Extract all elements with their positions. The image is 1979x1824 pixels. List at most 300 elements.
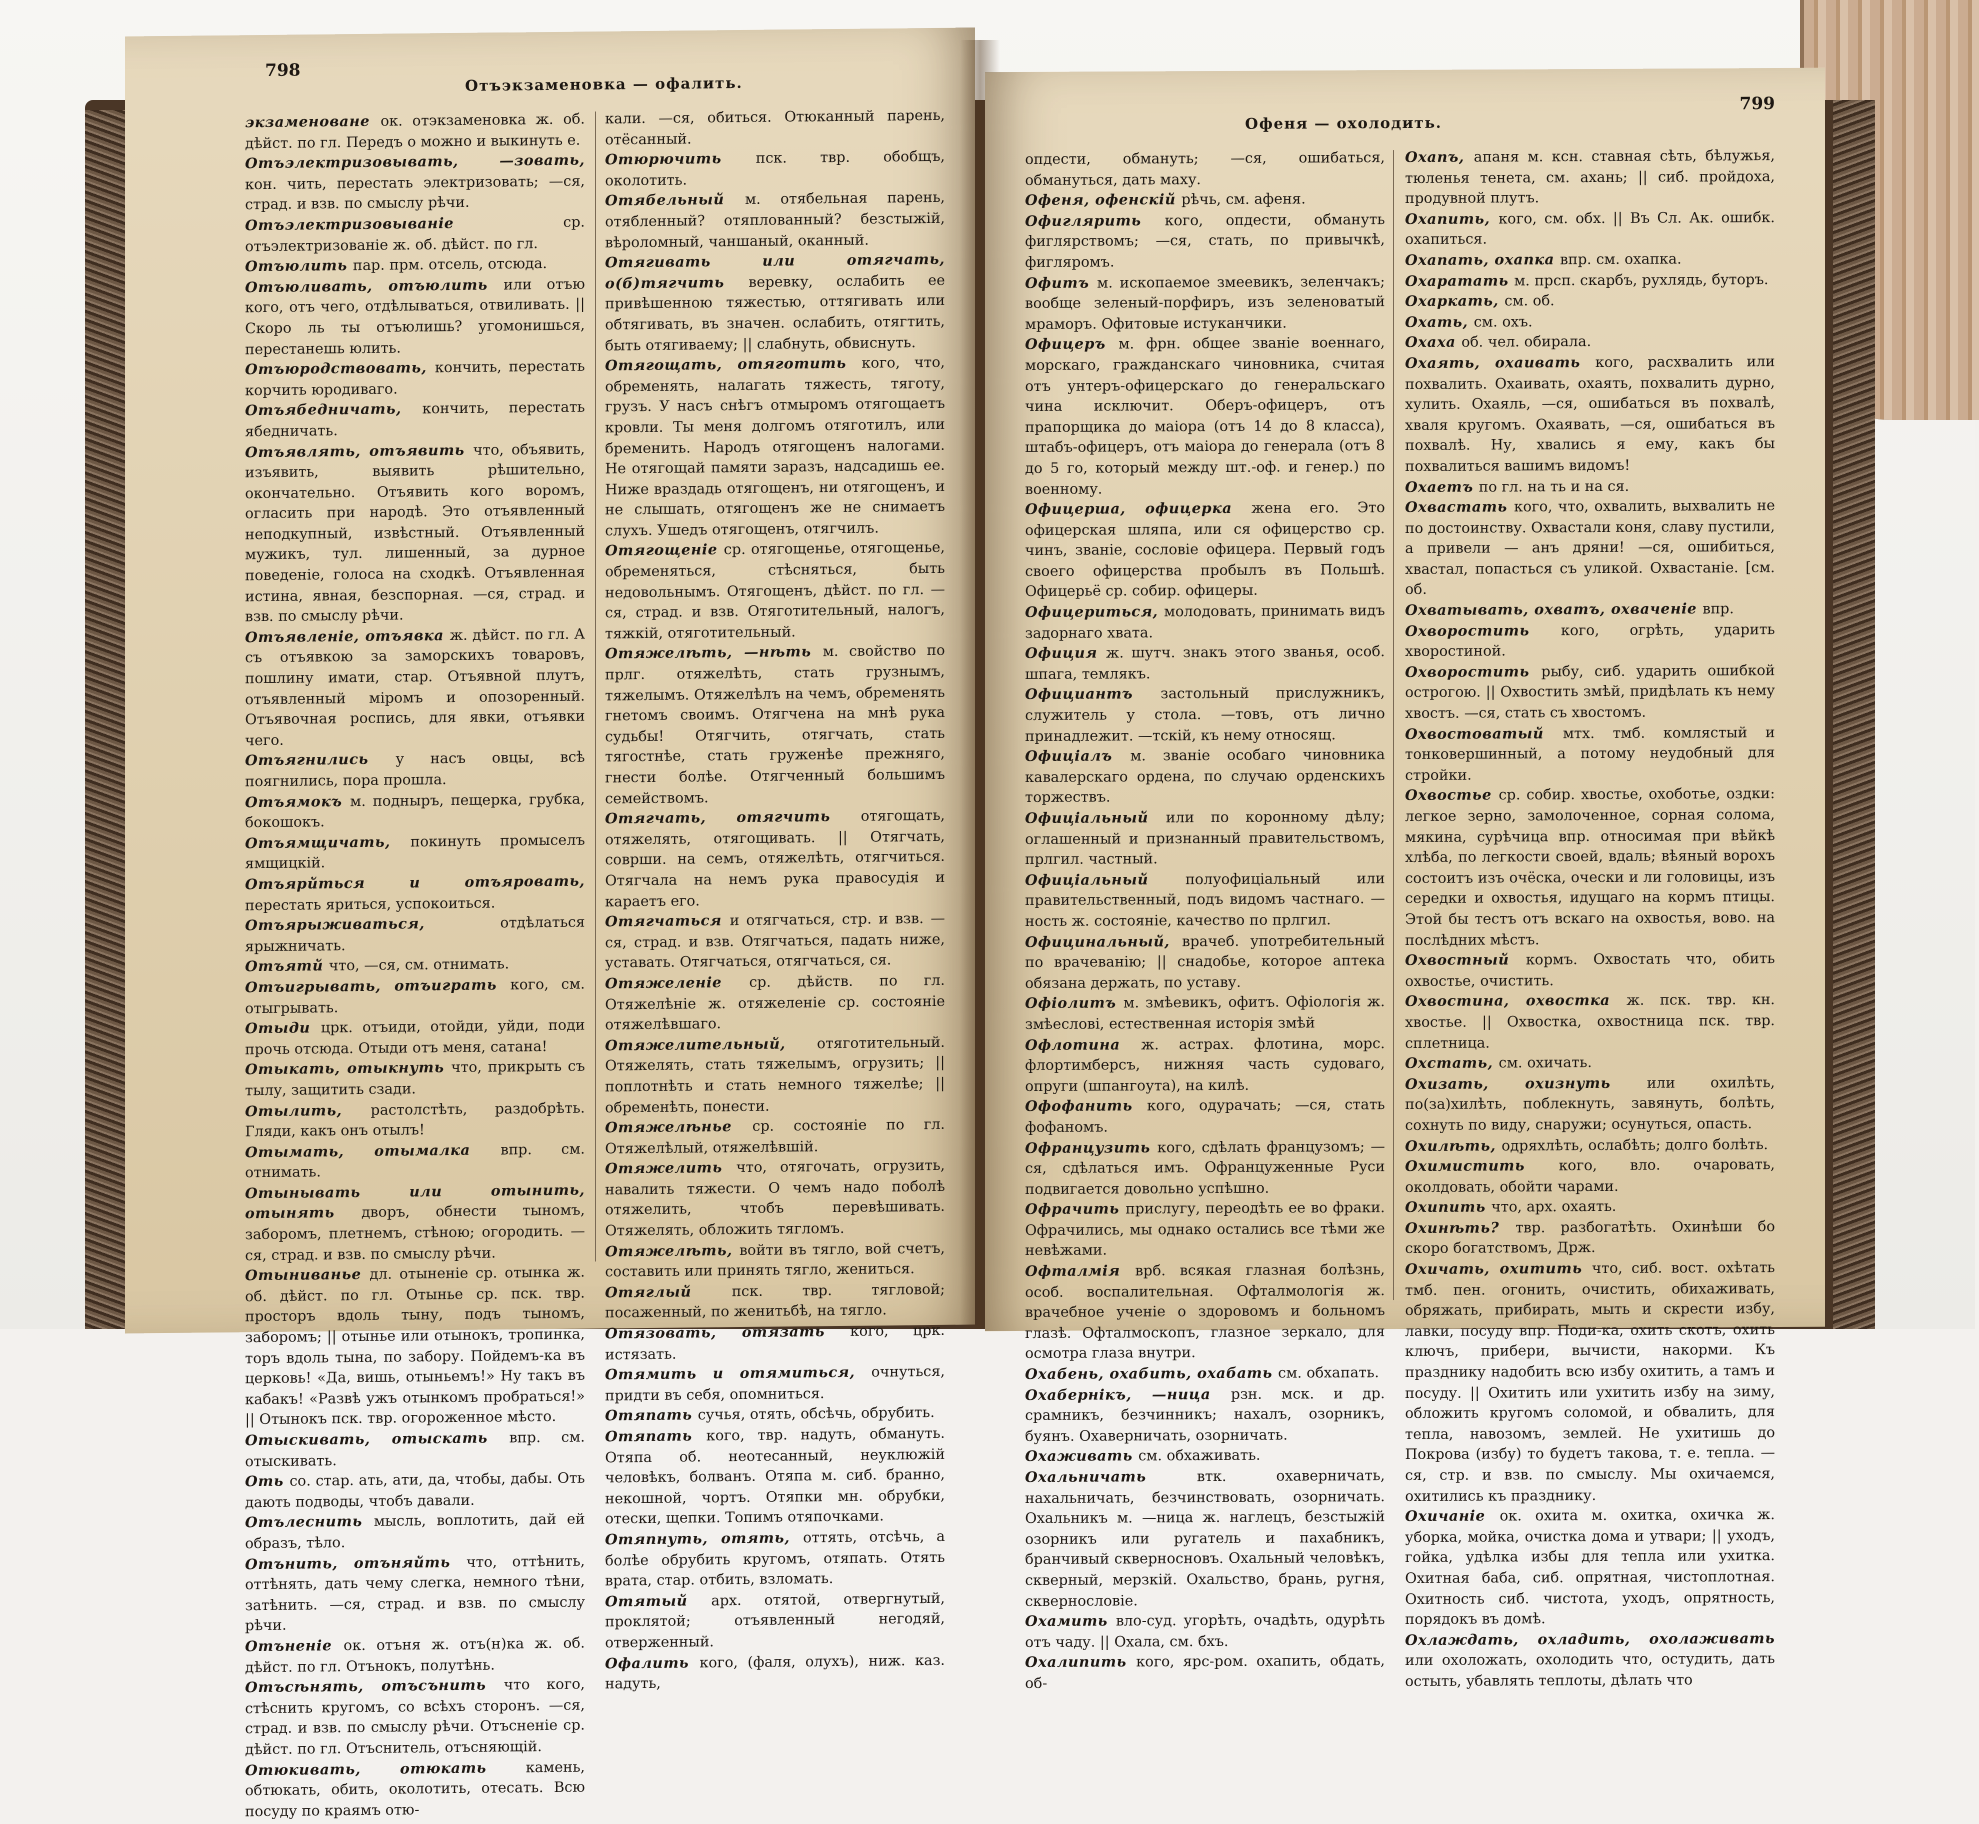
dictionary-entry <box>245 1057 585 1102</box>
entry-definition: или охоложать, охолодить что, остудить, дать остыть, убавлять теплоты, дѣлать что <box>1405 1651 1775 1690</box>
entry-headword: Отяпать <box>605 1427 707 1446</box>
entry-headword: Отъигрывать, отъиграть <box>245 976 511 997</box>
dictionary-entry <box>1025 601 1385 644</box>
dictionary-entry <box>245 913 585 958</box>
entry-headword: Отяпнуть, отять, <box>605 1529 803 1549</box>
dictionary-entry <box>605 1239 945 1284</box>
dictionary-entry <box>605 106 945 151</box>
entry-headword: Отъявленіе, отъявка <box>245 626 450 647</box>
entry-definition: отягощать, отяжелять, отягощивать. || Отягчать, соврши. на семъ, отяжелѣть, отягчиться. Отягчала на немъ рука правосудія и караетъ его. <box>605 808 945 910</box>
entry-headword: Охвастать <box>1405 498 1514 517</box>
entry-headword: Офицеръ <box>1025 335 1119 354</box>
dictionary-entry <box>1025 992 1385 1035</box>
entry-definition: ж. астрах. флотина, морс. флортимберсъ, нижняя часть судоваго, опруги (шпангоута), на килѣ. <box>1025 1035 1385 1095</box>
entry-definition: пар. прм. отсель, отсюда. <box>352 256 548 275</box>
dictionary-entry <box>1405 311 1775 334</box>
entry-definition: пск. твр. тягловой; посаженный, по женитьбѣ, на тягло. <box>605 1281 945 1322</box>
entry-definition: опдести, обмануть; —ся, ошибаться, обмануться, дать маху. <box>1025 150 1385 189</box>
entry-headword: Отъярыживаться, <box>245 914 501 935</box>
entry-headword: Отъямокъ <box>245 792 351 811</box>
dictionary-entry <box>1025 1260 1385 1365</box>
entry-headword: Охимистить <box>1405 1157 1559 1176</box>
entry-definition: кончить, перестать ябедничать. <box>245 399 585 441</box>
dictionary-entry <box>1405 270 1775 293</box>
dictionary-entry <box>245 975 585 1020</box>
dictionary-entry <box>1405 620 1775 663</box>
entry-headword: Отынывать или отынить, отынять <box>245 1181 585 1223</box>
dictionary-entry <box>1405 208 1775 251</box>
dictionary-entry <box>605 250 945 357</box>
dictionary-entry <box>1025 333 1385 500</box>
entry-definition: растолстѣть, раздобрѣть. Гляди, какъ онъ отылъ! <box>245 1100 585 1141</box>
entry-headword: Охворостить <box>1405 621 1561 640</box>
dictionary-entry <box>605 1280 945 1325</box>
entry-definition: кого, твр. надуть, обмануть. Отяпа об. неотесанный, неуклюжій человѣкъ, болванъ. Отяпа м. сиб. бранно, некошной, чортъ. Отяпки мн. обрубки, отески, щепки. Топимъ отяпочками. <box>605 1425 945 1528</box>
entry-definition: впр. см. отнимать. <box>245 1141 585 1182</box>
entry-definition: оттять, отсѣчь, а болѣе обрубить кругомъ, отяпать. Отять врата, стар. отбить, взломать. <box>605 1528 945 1590</box>
entry-definition: перестать яриться, успокоиться. <box>245 895 496 914</box>
entry-definition: рзн. мск. и др. срамникъ, безчинникъ; нахалъ, озорникъ, буянъ. Охаверничать, озорничать. <box>1025 1385 1385 1445</box>
dictionary-entry <box>1405 784 1775 951</box>
entry-definition: твр. разбогатѣть. Охинѣши бо скоро богатствомъ, Држ. <box>1405 1218 1775 1258</box>
entry-definition: апаня м. ксн. ставная сѣть, бѣлужья, тюленья тенета, см. ахань; || сиб. пройдоха, продувной плутъ. <box>1405 148 1775 208</box>
entry-headword: Охворостить <box>1405 663 1542 681</box>
entry-headword: Охлаждать, охладить, охолаживать <box>1405 1629 1775 1649</box>
entry-definition: ж. дѣйст. по гл. А съ отъявкою за заморскихъ товаровъ, пошлину имати, стар. Отъявной плутъ, отъявленный міромъ и опозоренный. Отъявочная роспись, для явки, отъявки чего. <box>245 626 585 750</box>
entry-headword: Офитъ <box>1025 274 1097 292</box>
left-page <box>125 28 975 1820</box>
dictionary-entry <box>1025 1610 1385 1653</box>
entry-definition: ок. охита м. охитка, охичка ж. уборка, мойка, очистка дома и утвари; || уходъ, гойка, удѣлка избы для тепла или ухитка. Охитная баба, сиб. опрятная, чистоплотная. Охитность сиб. чистота, уходъ, опрятность, порядокъ въ домѣ. <box>1405 1507 1775 1629</box>
entry-headword: Охилѣть, <box>1405 1136 1502 1155</box>
entry-definition: одряхлѣть, ослабѣть; долго болѣть. <box>1501 1136 1769 1154</box>
entry-definition: кого, см. обх. || Въ Сл. Ак. ошибк. охапиться. <box>1405 209 1775 249</box>
entry-headword: Охинѣть? <box>1405 1219 1516 1237</box>
dictionary-entry <box>1405 249 1775 272</box>
entry-definition: ж. шутч. знакъ этого званья, особ. шпага, темлякъ. <box>1025 644 1386 683</box>
entry-headword: Отяжелѣть, —нѣть <box>605 643 823 663</box>
entry-headword: Отяжеленіе <box>605 973 750 993</box>
entry-definition: или отъю кого, отъ чего, отдѣлываться, отвиливать. || Скоро ль ты отъюлишь? угомонишься, перестанешь юлить. <box>245 276 585 358</box>
dictionary-entry <box>245 1510 585 1555</box>
entry-definition: кого, опдести, обмануть фиглярствомъ; —ся, стать, по привычкѣ, фигляромъ. <box>1025 211 1385 271</box>
dictionary-entry <box>1405 290 1775 313</box>
entry-definition: со. стар. ать, ати, да, чтобы, дабы. Оть дають подводы, чтобъ давали. <box>245 1470 586 1511</box>
entry-headword: Охаркать, <box>1405 292 1505 311</box>
dictionary-entry <box>1405 723 1775 787</box>
dictionary-entry <box>1405 949 1775 992</box>
dictionary-entry <box>1025 745 1385 809</box>
entry-headword: Отяжелѣть, <box>605 1241 740 1261</box>
entry-definition: что, сиб. вост. охѣтать тмб. пен. огонить, очистить, обихаживать, обряжать, прибирать, мыть и скрести избу, лавки, посуду впр. Поди-ка, охить скотъ, охить ключъ, прибери, вычисти, накорми. Къ празднику надобить всю избу охитить, а тамъ и посуду. || Охитить или ухитить избу на зиму, обложить кругомъ соломой, и обвалить, для тепла, навозомъ, землей. Не ухитишь до Покрова (избу) то будетъ такова, т. е. тепла. —ся, стр. и взв. по смыслу. Мы охичаемся, охитились къ празднику. <box>1405 1260 1775 1505</box>
entry-definition: и отягчаться, стр. и взв. —ся, страд. и взв. Отягчаться, падать ниже, уставать. Отягчаться, отягчаться, ся. <box>605 911 945 972</box>
entry-headword: Отъюлить <box>245 257 353 276</box>
dictionary-entry <box>1025 1384 1385 1448</box>
entry-definition: врб. всякая глазная болѣзнь, особ. воспалительная. Офталмологія ж. врачебное ученіе о здоровомъ и больномъ глазѣ. Офталмоскопъ, глазное зеркало, для осмотра глаза внутри. <box>1025 1262 1385 1363</box>
entry-headword: Офофанить <box>1025 1097 1148 1116</box>
dictionary-entry <box>1405 352 1775 477</box>
entry-definition: кого, црк. истязать. <box>605 1322 946 1364</box>
dictionary-entry <box>1405 1052 1775 1075</box>
entry-headword: Охвостина, охвостка <box>1405 992 1627 1011</box>
entry-definition: ср. дѣйств. по гл. Отяжелѣніе ж. отяжеленіе ср. состояніе отяжелѣвшаго. <box>605 972 945 1034</box>
entry-definition: дл. отыненіе ср. отынка ж. об. дѣйст. по гл. Отынье ср. пск. твр. просторъ вдоль тыну, подъ тыномъ, заборомъ; || отынье или отынокъ, тропинка, торъ вдоль тына, по забору. Пойдемъ-ка въ церковь! «Да, вишь, отыньемъ!» Ну такъ въ кабакъ! «Развѣ ужъ отынкомъ пробраться!» || Отынокъ пск. твр. огороженное мѣсто. <box>245 1264 585 1429</box>
entry-definition: вло-суд. угорѣть, очадѣть, одурѣть отъ чаду. || Охала, см. бхъ. <box>1025 1612 1385 1651</box>
entry-headword: Отыниванье <box>245 1266 370 1285</box>
entry-definition: кого, огрѣть, ударить хворостиной. <box>1405 621 1775 661</box>
entry-definition: м. отябельная парень, отябленный? отяплованный? безстыжій, вѣроломный, чаншаный, оканный. <box>605 190 945 251</box>
entry-definition: ж. пск. твр. кн. хвостье. || Охвостка, охвостница пск. твр. сплетница. <box>1405 992 1776 1052</box>
entry-headword: Охизать, охизнуть <box>1405 1074 1647 1093</box>
dictionary-entry <box>605 641 945 809</box>
entry-definition: что, —ся, см. отнимать. <box>328 956 510 975</box>
entry-definition: что, прикрыть съ тылу, защитить сзади. <box>245 1058 585 1100</box>
entry-definition: см. обхапать. <box>1278 1365 1380 1382</box>
dictionary-entry <box>1025 189 1385 211</box>
column-1 <box>245 110 585 1823</box>
dictionary-entry <box>605 1650 945 1695</box>
entry-definition: мтх. тмб. комлястый и тонковершинный, а потому неудобный для стройки. <box>1405 724 1775 784</box>
dictionary-entry <box>1405 1196 1775 1219</box>
entry-definition: ок. отъня ж. отъ(н)ка ж. об. дѣйст. по гл. Отънокъ, полутѣнь. <box>245 1635 585 1676</box>
entry-definition: прислугу, переодѣть ее во фраки. Офрачились, мы однако остались все тѣми же невѣжами. <box>1025 1200 1385 1260</box>
dictionary-entry <box>245 1551 585 1637</box>
entry-definition: кон. чить, перестать электризовать; —ся, страд. и взв. по смыслу рѣчи. <box>245 173 585 214</box>
entry-headword: Отъягнились <box>245 751 396 770</box>
entry-headword: Отяжелить <box>605 1159 737 1178</box>
dictionary-entry <box>245 872 585 917</box>
dictionary-entry <box>245 1428 585 1473</box>
entry-headword: Отъятй <box>245 957 329 976</box>
dictionary-entry <box>605 188 945 253</box>
dictionary-entry <box>245 1098 585 1143</box>
page-number: 799 <box>1739 94 1775 115</box>
dictionary-entry <box>1405 1505 1775 1630</box>
dictionary-entry <box>245 1469 585 1514</box>
entry-definition: впр. см. охапка. <box>1560 251 1682 269</box>
dictionary-entry <box>245 439 585 628</box>
entry-definition: кого, см. отыгрывать. <box>245 976 585 1017</box>
dictionary-entry <box>1025 1198 1385 1262</box>
dictionary-entry <box>1025 1363 1385 1385</box>
entry-definition: что, объявить, изъявить, выявить рѣшительно, окончательно. Отъявить кого воромъ, огласить при народѣ. Это отъявленный неподкупный, извѣстный. Отъявленный мужикъ, тул. лишенный, за дурное поведеніе, голоса на сходкѣ. Отъявленная истина, явная, безспорная. —ся, страд. и взв. по смыслу рѣчи. <box>245 441 585 626</box>
entry-headword: Офранцузить <box>1025 1138 1158 1157</box>
entry-headword: Охабернікъ, —ница <box>1025 1385 1231 1404</box>
entry-headword: Отюкивать, отюкать <box>245 1758 526 1779</box>
entry-definition: кончить, перестать корчить юродиваго. <box>245 358 585 399</box>
entry-headword: Официантъ <box>1025 685 1161 704</box>
entry-headword: Охаять, охаивать <box>1405 353 1596 372</box>
dictionary-entry <box>605 1362 945 1407</box>
dictionary-entry <box>1025 642 1385 685</box>
entry-definition: кого, (фаля, олухъ), ниж. каз. надуть, <box>605 1652 945 1693</box>
book-cover-right <box>1833 100 1875 1329</box>
entry-headword: Офицерша, офицерка <box>1025 499 1252 519</box>
column-1 <box>1025 148 1385 1694</box>
dictionary-entry <box>1025 1095 1385 1138</box>
entry-definition: полуофиціальный или правительственный, подъ видомъ частнаго. —ность ж. состояніе, качество по прлгил. <box>1025 870 1385 930</box>
entry-headword: Отягощеніе <box>605 541 724 560</box>
entry-definition: что кого, стѣснить кругомъ, со всѣхъ сторонъ. —ся, страд. и взв. по смыслу рѣчи. Отъсненіе ср. дѣйст. по гл. Отъснитель, отъсняющій. <box>245 1676 585 1759</box>
dictionary-entry <box>1405 496 1775 601</box>
entry-headword: Охвостье <box>1405 786 1499 805</box>
entry-headword: Охичаніе <box>1405 1507 1500 1526</box>
entry-headword: Охабень, охабить, охабать <box>1025 1364 1279 1384</box>
dictionary-entry <box>605 1115 945 1160</box>
entry-definition: см. об. <box>1504 293 1555 310</box>
entry-headword: Охаха <box>1405 334 1462 352</box>
entry-definition: арх. отятой, отвергнутый, проклятой; отъявленный негодяй, отверженный. <box>605 1590 945 1652</box>
entry-headword: Отъненіе <box>245 1637 344 1656</box>
page-columns <box>125 106 975 1820</box>
entry-definition: м. ископаемое змеевикъ, зеленчакъ; вообще зеленый-порфиръ, изъ зеленоватый мраморъ. Офитовые истуканчики. <box>1025 273 1385 333</box>
entry-headword: Официнальный, <box>1025 932 1182 951</box>
entry-headword: Отятый <box>605 1592 712 1611</box>
dictionary-entry <box>605 147 945 192</box>
entry-headword: Отъэлектризовывать, —зовать, <box>245 151 585 173</box>
entry-headword: Отъямщичать, <box>245 833 411 852</box>
entry-headword: Отяпать <box>605 1406 698 1425</box>
dictionary-entry <box>605 1033 945 1119</box>
entry-definition: что, оттѣнить, оттѣнять, дать чему слегка, немного тѣни, затѣнить. —ся, страд. и взв. по смыслу рѣчи. <box>245 1553 585 1635</box>
entry-definition: по гл. на ть и на ся. <box>1478 478 1630 496</box>
entry-definition: что, арх. охаять. <box>1491 1199 1617 1216</box>
column-2 <box>1405 146 1775 1692</box>
entry-definition: кого, расхвалить или похвалить. Охаивать, охаять, похвалить дурно, хулить. Охаяль, —ся, ошибаться въ похвалѣ, хваля кругомъ. Охаявать, —ся, ошибаться въ похвалѣ. Ну, хвались я ему, какъ бы похвалиться вашимъ видомъ! <box>1405 354 1776 475</box>
entry-headword: Отыди <box>245 1019 321 1038</box>
dictionary-entry <box>1405 1073 1775 1137</box>
entry-headword: Отъюливать, отъюлить <box>245 276 504 296</box>
entry-definition: покинуть промыселъ ямщицкій. <box>245 832 585 873</box>
page-columns <box>985 146 1825 1692</box>
dictionary-entry <box>605 1321 945 1366</box>
entry-headword: Отъэлектризовываніе <box>245 213 564 235</box>
entry-definition: застольный прислужникъ, служитель у стола. —товъ, отъ лично принадлежит. —тскій, къ нему относящ. <box>1025 685 1385 745</box>
entry-headword: Охичать, охитить <box>1405 1260 1592 1279</box>
entry-definition: ср. отягощенье, отягощенье, обременяться, стѣсняться, быть недовольнымъ. Отягощенъ, дѣйст. по гл. —ся, страд. и взв. Отяготительный, налогъ, тяжкій, отяготительный. <box>605 540 945 643</box>
entry-headword: Отънить, отъняйть <box>245 1553 467 1573</box>
entry-headword: Отъявлять, отъявить <box>245 441 474 461</box>
entry-headword: Официя <box>1025 644 1106 663</box>
dictionary-entry <box>1405 1629 1775 1693</box>
dictionary-entry <box>605 538 945 645</box>
entry-definition: камень, обтюкать, обить, околотить, отесать. Всю посуду по краямъ отю- <box>245 1759 585 1820</box>
column-2 <box>605 106 945 1695</box>
dictionary-entry <box>245 1675 585 1761</box>
dictionary-entry <box>245 1263 585 1431</box>
dictionary-entry <box>1025 148 1385 191</box>
entry-definition: или по коронному дѣлу; оглашенный и признанный правительствомъ, прлгил. частный. <box>1025 809 1385 869</box>
dictionary-entry <box>1405 331 1775 354</box>
entry-definition: втк. охаверничать, нахальничать, безчинствовать, озорничать. Охальникъ м. —ница ж. наглецъ, безстыжій озорникъ или ругатель и пахабникъ, бранчивый скверносновъ. Охальный человѣкъ, скверный, мерзкій. Охальство, брань, ругня, сквернословіе. <box>1025 1468 1385 1610</box>
entry-definition: кого, вло. очаровать, околдовать, обойти чарами. <box>1405 1157 1775 1196</box>
entry-headword: Оть <box>245 1472 290 1491</box>
entry-definition: веревку, ослабить ее привѣшенною тяжестью, оттягивать или обтягивать, въ значен. ослабить, отягтить, быть отягиваему; || слабнуть, обвиснуть. <box>605 272 945 354</box>
entry-headword: Отъярйться и отъяровать, <box>245 872 585 894</box>
entry-headword: Офиціальный <box>1025 809 1166 827</box>
entry-headword: Офиглярить <box>1025 212 1165 230</box>
entry-definition: молодовать, принимать видъ задорнаго хвата. <box>1025 603 1385 642</box>
dictionary-entry <box>1025 869 1385 933</box>
entry-headword: Офицериться, <box>1025 603 1165 622</box>
entry-headword: Офталмія <box>1025 1262 1136 1281</box>
dictionary-entry <box>1025 1466 1385 1612</box>
entry-headword: Офрачить <box>1025 1200 1126 1219</box>
entry-definition: кормъ. Охвостать что, обить охвостье, очистить. <box>1405 951 1775 990</box>
dictionary-entry <box>245 274 585 360</box>
entry-headword: экзаменоване <box>245 112 381 132</box>
dictionary-entry <box>1405 599 1775 622</box>
entry-headword: Охаратать <box>1405 271 1515 290</box>
entry-definition: отдѣлаться ярыжничать. <box>245 914 585 955</box>
entry-headword: Охамить <box>1025 1612 1116 1631</box>
dictionary-entry <box>1405 1217 1775 1260</box>
entry-headword: Отяжелѣнье <box>605 1117 753 1137</box>
entry-definition: что, отягочать, огрузить, навалить тяжести. О чемъ надо поболѣ отяжелить, чтобъ перевѣшивать. Отяжелять, обложить тягломъ. <box>605 1158 945 1240</box>
entry-definition: кого, сдѣлать французомъ; —ся, сдѣлаться имъ. Офранцуженные Руси подвигается довольно успѣшно. <box>1025 1138 1385 1198</box>
dictionary-entry <box>245 1139 585 1184</box>
dictionary-entry <box>1405 661 1775 725</box>
entry-definition: впр. см. отыскивать. <box>245 1429 585 1470</box>
page-number: 798 <box>265 60 301 81</box>
dictionary-entry <box>1405 1155 1775 1198</box>
dictionary-entry <box>1405 1135 1775 1158</box>
entry-headword: Отюрючить <box>605 150 756 169</box>
entry-definition: дворъ, обнести тыномъ, заборомъ, плетнемъ, стѣною; огородить. —ся, страд. и взв. по смыслу рѣчи. <box>245 1203 585 1264</box>
entry-headword: Охвостный <box>1405 951 1526 970</box>
dictionary-entry <box>1025 498 1385 603</box>
dictionary-entry <box>245 1016 585 1061</box>
running-head: Офеня — охолодить. <box>1245 113 1442 133</box>
entry-headword: Офалить <box>605 1653 700 1672</box>
entry-definition: рыбу, сиб. ударить ошибкой острогою. || Охвостить змѣй, придѣлать къ нему хвостъ. —ся, стать съ хвостомъ. <box>1405 662 1775 723</box>
entry-definition: пск. твр. обобщъ, околотить. <box>605 149 945 190</box>
entry-headword: Охалипить <box>1025 1653 1137 1672</box>
dictionary-entry <box>1025 1651 1385 1694</box>
entry-definition: кого, одурачать; —ся, стать фофаномъ. <box>1025 1097 1385 1136</box>
entry-headword: Охвостоватый <box>1405 724 1563 743</box>
dictionary-entry <box>1405 476 1775 499</box>
entry-definition: отяготительный. Отяжелять, стать тяжелымъ, огрузить; || поплотнѣть и стать немного тяжелѣе; || обременѣть, понести. <box>605 1034 945 1116</box>
dictionary-entry <box>245 1181 585 1267</box>
entry-headword: Отязовать, отязать <box>605 1322 851 1343</box>
entry-headword: Охать, <box>1405 313 1474 331</box>
dictionary-entry <box>245 213 585 258</box>
entry-definition: ок. отэкзаменовка ж. об. дѣйст. по гл. Передъ о можно и выкинуть е. <box>245 111 585 152</box>
entry-headword: Отягчаться <box>605 912 730 931</box>
entry-headword: Охватывать, охватъ, охваченіе <box>1405 600 1703 620</box>
entry-definition: м. подныръ, пещерка, грубка, бокошокъ. <box>245 791 585 832</box>
entry-definition: см. обхаживать. <box>1138 1448 1261 1465</box>
dictionary-entry <box>1025 807 1385 871</box>
dictionary-entry <box>245 789 585 834</box>
entry-headword: Отымать, отымалка <box>245 1141 501 1161</box>
dictionary-entry <box>245 1757 585 1822</box>
dictionary-entry <box>1025 1034 1385 1098</box>
entry-headword: Отягчать, отягчить <box>605 807 861 828</box>
entry-headword: Отямить и отямиться, <box>605 1363 872 1384</box>
dictionary-entry <box>1025 931 1385 995</box>
entry-definition: очнуться, придти въ себя, опомниться. <box>605 1364 945 1405</box>
entry-headword: Охаетъ <box>1405 478 1479 496</box>
entry-definition: м. прсп. скарбъ, рухлядь, буторъ. <box>1514 271 1769 289</box>
dictionary-entry <box>245 357 585 402</box>
dictionary-entry <box>245 1634 585 1679</box>
entry-headword: Офиціалъ <box>1025 747 1131 766</box>
dictionary-entry <box>605 1424 945 1531</box>
dictionary-entry <box>605 806 945 913</box>
dictionary-entry <box>605 1589 945 1654</box>
dictionary-entry <box>1025 272 1385 336</box>
entry-definition: ср. собир. хвостье, охоботье, оздки: легкое зерно, замолоченное, сорная солома, мякина, сурѣчица впр. относимая при вѣйкѣ хлѣба, по легкости своей, вдаль; вѣяный ворохъ состоитъ изъ очёска, очески и ли головицы, изъ середки и охвостья, идущаго на кормъ птицы. Этой бы тестъ отъ вскаго на охвостья, вово. на послѣдних мѣстъ. <box>1405 786 1775 949</box>
entry-definition: у насъ овцы, всѣ поягнились, пора прошла. <box>245 750 585 791</box>
entry-definition: сучья, отять, обсѣчь, обрубить. <box>697 1405 935 1424</box>
entry-definition: м. змѣевикъ, офитъ. Офіологія ж. змѣеслові, естественная исторія змѣй <box>1025 994 1385 1033</box>
dictionary-entry <box>245 398 585 443</box>
dictionary-entry <box>605 909 945 974</box>
entry-headword: Отълеснить <box>245 1513 374 1532</box>
right-page <box>985 68 1825 1692</box>
entry-definition: кого, что, охвалить, выхвалить не по достоинству. Охвастали коня, славу пустили, а привели — анъ дряни! —ся, ошибиться, хвастал, попасться съ уликой. Охвастаніе. [см. об. <box>1405 498 1775 599</box>
entry-definition: см. охъ. <box>1473 314 1533 331</box>
dictionary-entry <box>1025 210 1385 274</box>
entry-headword: Охаживать <box>1025 1447 1139 1466</box>
entry-headword: Отъюродствовать, <box>245 359 435 379</box>
entry-definition: или охилѣть, по(за)хилѣть, поблекнуть, завянуть, болѣть, сохнуть по виду, снаружи; осунуться, опасть. <box>1405 1074 1775 1134</box>
entry-definition: м. званіе особаго чиновника кавалерскаго ордена, по случаю орденскихъ торжествъ. <box>1025 747 1385 807</box>
entry-headword: Охальничать <box>1025 1468 1197 1486</box>
dictionary-entry <box>1405 990 1775 1054</box>
entry-definition: кали. —ся, обиться. Отюканный парень, отёсанный. <box>605 107 945 149</box>
entry-headword: Офлотина <box>1025 1035 1142 1054</box>
entry-headword: Отъябедничать, <box>245 400 423 420</box>
entry-headword: Офеня, офенскій <box>1025 191 1182 210</box>
entry-headword: Отыкать, отыкнуть <box>245 1059 452 1079</box>
entry-headword: Охапъ, <box>1405 148 1474 166</box>
dictionary-entry <box>1025 1137 1385 1201</box>
dictionary-entry <box>1025 1446 1385 1468</box>
dictionary-entry <box>1405 146 1775 210</box>
entry-headword: Офиціальный <box>1025 870 1186 889</box>
entry-definition: кого, что, обременять, налагать тяжесть, тяготу, грузъ. У насъ снѣгъ отмыромъ отягощаетъ кровли. Ты меня долгомъ отяготилъ, или бременить. Народъ отягощенъ налогами. Не отягощай памяти заразъ, надсадишь ее. Ниже враздадь отягощенъ, ни отягощенъ, и не слышать, отягощенъ же не снимаетъ слухъ. Ушедъ отягощенъ, отягчилъ. <box>605 354 945 540</box>
entry-definition: см. охичать. <box>1498 1055 1592 1072</box>
dictionary-entry <box>605 971 945 1036</box>
dictionary-entry <box>245 830 585 875</box>
dictionary-entry <box>605 1527 945 1592</box>
dictionary-entry <box>245 624 585 751</box>
entry-headword: Отягощать, отяготить <box>605 354 862 375</box>
dictionary-entry <box>605 353 945 542</box>
entry-headword: Охапить, <box>1405 210 1499 228</box>
dictionary-entry <box>605 1156 945 1242</box>
entry-definition: впр. <box>1702 601 1734 618</box>
dictionary-entry <box>245 110 585 155</box>
entry-headword: Отыскивать, отыскать <box>245 1429 510 1450</box>
dictionary-entry <box>245 748 585 793</box>
entry-headword: Отяглый <box>605 1282 732 1302</box>
entry-definition: ср. состояніе по гл. Отяжелѣлый, отяжелѣвшій. <box>605 1116 946 1158</box>
entry-definition: жена его. Это офицерская шляпа, или ся офицерство ср. чинъ, званіе, сословіе офицера. Первый годъ своего офицерства пробылъ въ Польшѣ. Офицерьё ср. собир. офицеры. <box>1025 500 1385 601</box>
entry-definition: м. свойство по прлг. отяжелѣть, стать грузнымъ, тяжелымъ. Отяжелѣлъ на чемъ, обременять гнетомъ своимъ. Отягчена на мнѣ рука судьбы! Отягчить, отягчать, стать тягостнѣе, стать груженѣе прежняго, гнести болѣе. Отягченный большимъ семействомъ. <box>605 643 945 808</box>
entry-headword: Офіолитъ <box>1025 994 1124 1013</box>
running-head: Отъэкзаменовка — офалить. <box>465 73 743 95</box>
entry-headword: Отяжелительный, <box>605 1034 817 1055</box>
entry-definition: войти въ тягло, вой счетъ, составить или принять тягло, жениться. <box>605 1240 946 1281</box>
entry-definition: ср. отъэлектризованіе ж. об. дѣйст. по гл. <box>245 214 585 255</box>
entry-definition: црк. отъиди, отойди, уйди, поди прочь отсюда. Отыди отъ меня, сатана! <box>245 1017 585 1058</box>
dictionary-entry <box>245 151 585 216</box>
entry-headword: Охстать, <box>1405 1054 1499 1073</box>
